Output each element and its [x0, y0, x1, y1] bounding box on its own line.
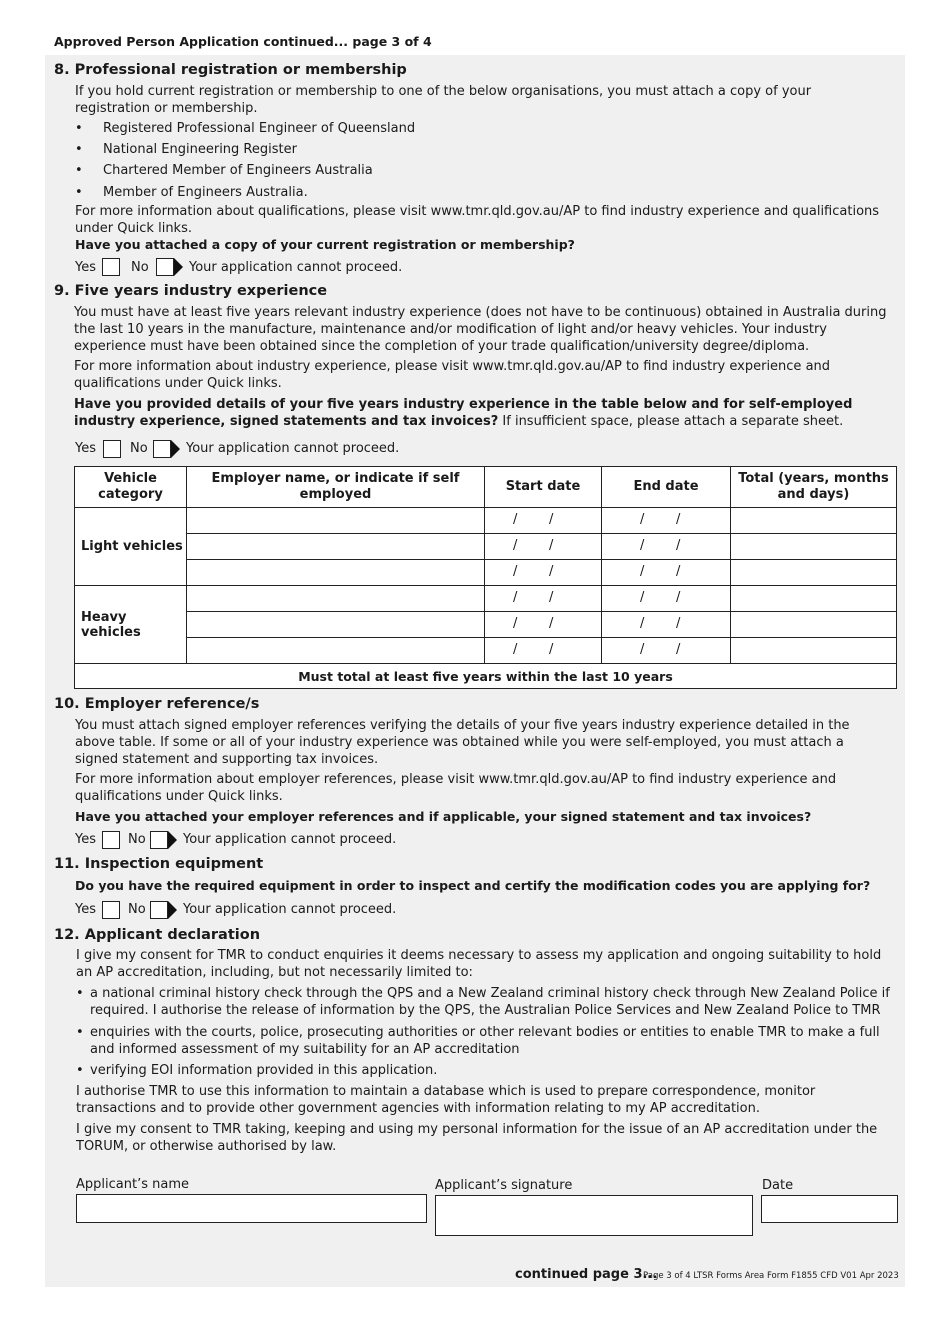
- total-cell[interactable]: [731, 508, 897, 534]
- end-date-cell[interactable]: / /: [602, 586, 731, 612]
- q11-title: 11. Inspection equipment: [54, 856, 264, 872]
- q11-no-checkbox[interactable]: [150, 901, 168, 919]
- q8-item-1: Registered Professional Engineer of Queensland: [103, 121, 416, 136]
- no-label: No: [128, 902, 146, 917]
- total-cell[interactable]: [731, 534, 897, 560]
- q12-item-3: verifying EOI information provided in this application.: [90, 1063, 438, 1078]
- employer-cell[interactable]: [187, 612, 485, 638]
- applicant-name-label: Applicant’s name: [76, 1177, 189, 1192]
- end-date-cell[interactable]: / /: [602, 560, 731, 586]
- q10-title: 10. Employer reference/s: [54, 696, 260, 712]
- end-date-cell[interactable]: / /: [602, 508, 731, 534]
- category-heavy-vehicles: Heavy vehicles: [75, 586, 187, 664]
- q9-yes-checkbox[interactable]: [103, 440, 121, 458]
- header-vehicle-category: Vehicle category: [75, 467, 187, 508]
- table-row: [75, 586, 897, 612]
- arrow-right-icon: [168, 901, 177, 919]
- date-label: Date: [762, 1178, 794, 1193]
- applicant-name-field[interactable]: [76, 1194, 427, 1223]
- q10-no-checkbox[interactable]: [150, 831, 168, 849]
- cannot-proceed-text: Your application cannot proceed.: [183, 902, 397, 917]
- q12-title: 12. Applicant declaration: [54, 927, 261, 943]
- q8-yes-checkbox[interactable]: [102, 258, 120, 276]
- yes-label: Yes: [75, 260, 96, 275]
- form-reference: Page 3 of 4 LTSR Forms Area Form F1855 CFD V01 Apr 2023: [643, 1271, 899, 1281]
- bullet: •: [76, 986, 84, 1001]
- bullet: •: [75, 121, 83, 136]
- q9-title: 9. Five years industry experience: [54, 283, 328, 299]
- table-row: [75, 534, 897, 560]
- header-total: Total (years, months and days): [731, 467, 897, 508]
- applicant-signature-field[interactable]: [435, 1195, 753, 1236]
- header-employer: Employer name, or indicate if self employed: [187, 467, 485, 508]
- cannot-proceed-text: Your application cannot proceed.: [189, 260, 403, 275]
- q8-item-3: Chartered Member of Engineers Australia: [103, 163, 373, 178]
- no-label: No: [131, 260, 149, 275]
- total-cell[interactable]: [731, 560, 897, 586]
- q11-yes-checkbox[interactable]: [102, 901, 120, 919]
- q8-item-2: National Engineering Register: [103, 142, 297, 157]
- q8-info: For more information about qualifications, please visit www.tmr.qld.gov.au/AP to find industry experience and qualifications under Quick links.: [75, 204, 880, 236]
- bullet: •: [75, 185, 83, 200]
- table-row: [75, 560, 897, 586]
- header-start-date: Start date: [485, 467, 602, 508]
- header-end-date: End date: [602, 467, 731, 508]
- category-light-vehicles: Light vehicles: [75, 508, 187, 586]
- q10-info: For more information about employer references, please visit www.tmr.qld.gov.au/AP to find industry experience and qualifications under Quick links.: [75, 772, 837, 804]
- no-label: No: [128, 832, 146, 847]
- q10-yes-checkbox[interactable]: [102, 831, 120, 849]
- start-date-cell[interactable]: / /: [485, 638, 602, 664]
- start-date-cell[interactable]: / /: [485, 612, 602, 638]
- q8-item-4: Member of Engineers Australia.: [103, 185, 308, 200]
- applicant-signature-label: Applicant’s signature: [435, 1178, 573, 1193]
- bullet: •: [75, 142, 83, 157]
- bullet: •: [76, 1063, 84, 1078]
- arrow-right-icon: [174, 258, 183, 276]
- total-cell[interactable]: [731, 638, 897, 664]
- q9-info: For more information about industry experience, please visit www.tmr.qld.gov.au/AP to find industry experience and qualifications under Quick links.: [74, 359, 831, 391]
- bullet: •: [76, 1025, 84, 1040]
- start-date-cell[interactable]: / /: [485, 560, 602, 586]
- end-date-cell[interactable]: / /: [602, 534, 731, 560]
- q10-intro: You must attach signed employer references verifying the details of your five years industry experience detailed in the above table. If some or all of your industry experience was obtained while you were self-employed, you must attach a signed statement and supporting tax invoices.: [75, 718, 850, 767]
- employer-cell[interactable]: [187, 638, 485, 664]
- yes-label: Yes: [75, 832, 96, 847]
- q9-no-checkbox[interactable]: [153, 440, 171, 458]
- end-date-cell[interactable]: / /: [602, 638, 731, 664]
- yes-label: Yes: [75, 902, 96, 917]
- q12-item-2: enquiries with the courts, police, prosecuting authorities or other relevant bodies or entities to enable TMR to make a full and informed assessment of my suitability for an AP accreditation: [90, 1025, 880, 1057]
- experience-table: [74, 466, 897, 689]
- total-cell[interactable]: [731, 612, 897, 638]
- employer-cell[interactable]: [187, 534, 485, 560]
- q8-title: 8. Professional registration or membership: [54, 62, 407, 78]
- q12-para-2: I give my consent to TMR taking, keeping and using my personal information for the issue of an AP accreditation under the TORUM, or otherwise authorised by law.: [76, 1122, 878, 1154]
- q11-question: Do you have the required equipment in order to inspect and certify the modification codes you are applying for?: [75, 878, 871, 893]
- arrow-right-icon: [171, 440, 180, 458]
- date-field[interactable]: [761, 1195, 898, 1223]
- q10-question: Have you attached your employer references and if applicable, your signed statement and tax invoices?: [75, 809, 812, 824]
- cannot-proceed-text: Your application cannot proceed.: [186, 441, 400, 456]
- table-row: [75, 638, 897, 664]
- end-date-cell[interactable]: / /: [602, 612, 731, 638]
- page-header: Approved Person Application continued... page 3 of 4: [54, 34, 432, 49]
- q8-intro: If you hold current registration or membership to one of the below organisations, you must attach a copy of your registration or membership.: [75, 84, 812, 116]
- q9-question-rest: If insufficient space, please attach a separate sheet.: [498, 414, 844, 429]
- employer-cell[interactable]: [187, 560, 485, 586]
- q8-question: Have you attached a copy of your current registration or membership?: [75, 237, 575, 252]
- cannot-proceed-text: Your application cannot proceed.: [183, 832, 397, 847]
- q9-question-bold: Have you provided details of your five years industry experience in the table below and for self-employed industry experience, signed statements and tax invoices?: [74, 397, 853, 429]
- q9-question: [74, 396, 892, 430]
- start-date-cell[interactable]: / /: [485, 586, 602, 612]
- employer-cell[interactable]: [187, 586, 485, 612]
- q12-intro: I give my consent for TMR to conduct enquiries it deems necessary to assess my application and ongoing suitability to hold an AP accreditation, including, but not necessarily limited to:: [76, 948, 882, 980]
- continued-text: continued page 3...: [515, 1267, 658, 1282]
- start-date-cell[interactable]: / /: [485, 534, 602, 560]
- q8-no-checkbox[interactable]: [156, 258, 174, 276]
- employer-cell[interactable]: [187, 508, 485, 534]
- start-date-cell[interactable]: / /: [485, 508, 602, 534]
- q12-para-1: I authorise TMR to use this information to maintain a database which is used to prepare correspondence, monitor transactions and to provide other government agencies with information relating to my AP accreditation.: [76, 1084, 816, 1116]
- bullet: •: [75, 163, 83, 178]
- q9-intro: You must have at least five years relevant industry experience (does not have to be continuous) obtained in Australia during the last 10 years in the manufacture, maintenance and/or modification of light and/or heavy vehicles. Your industry experience must have been obtained since the completion of your trade qualification/university degree/diploma.: [74, 305, 887, 354]
- table-row: [75, 508, 897, 534]
- table-footer-note: Must total at least five years within the last 10 years: [75, 664, 897, 689]
- arrow-right-icon: [168, 831, 177, 849]
- no-label: No: [130, 441, 148, 456]
- q12-item-1: a national criminal history check through the QPS and a New Zealand criminal history check through New Zealand Police if required. I authorise the release of information by the QPS, the Australian Police Services and New Zealand Police to TMR: [90, 986, 890, 1018]
- yes-label: Yes: [75, 441, 96, 456]
- table-row: [75, 612, 897, 638]
- total-cell[interactable]: [731, 586, 897, 612]
